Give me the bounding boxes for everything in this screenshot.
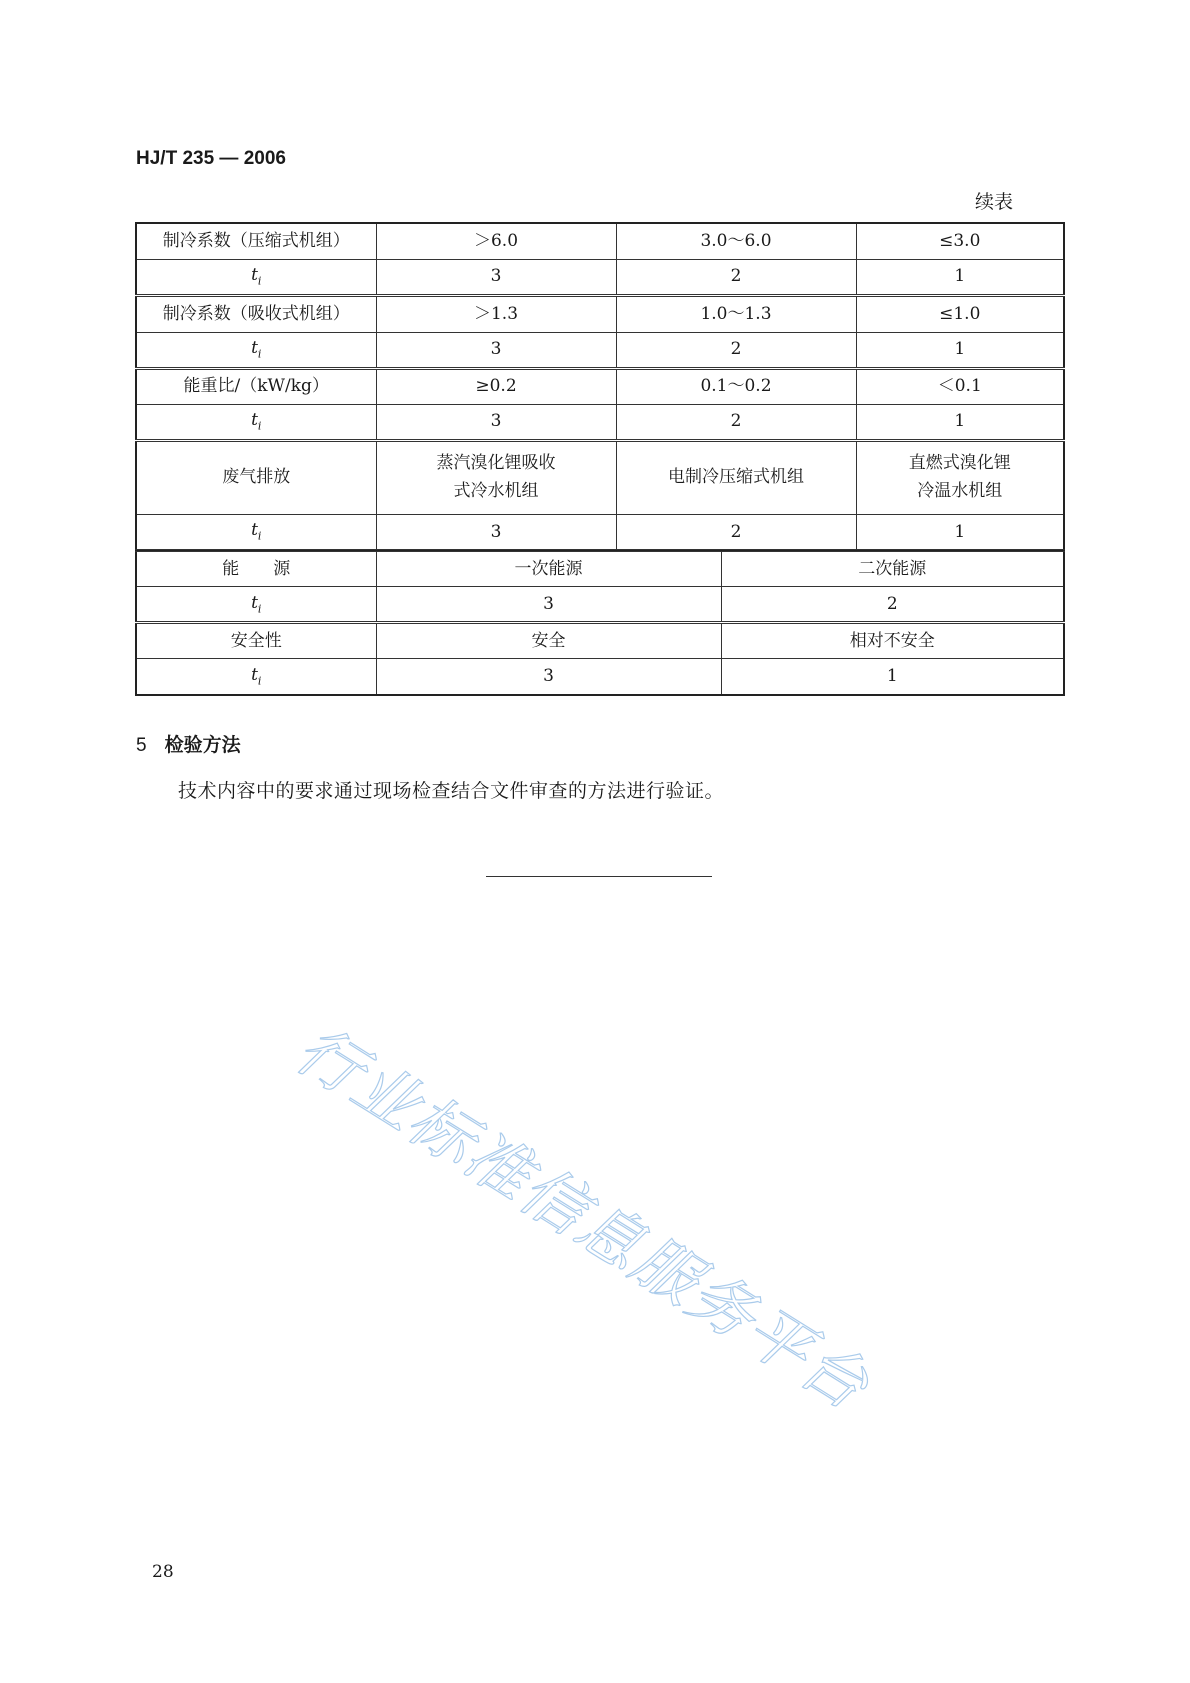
table-row (136, 623, 1064, 659)
row-label: $t_i$ (136, 259, 376, 295)
section-number: 5 (136, 735, 147, 756)
table-cell: ＜0.1 (856, 368, 1064, 404)
row-label: 废气排放 (136, 440, 376, 514)
table-row (136, 259, 1064, 295)
row-label: $t_i$ (136, 587, 376, 623)
section-title: 检验方法 (164, 735, 241, 756)
row-label: 能 源 (136, 551, 376, 587)
table-cell: 2 (721, 587, 1064, 623)
table-row (136, 368, 1064, 404)
row-label: 能重比/（kW/kg） (136, 368, 376, 404)
table-cell: 蒸汽溴化锂吸收 式冷水机组 (376, 440, 616, 514)
row-label: 制冷系数（吸收式机组） (136, 295, 376, 332)
table-cell: 2 (616, 514, 856, 550)
table-cell: ≤1.0 (856, 295, 1064, 332)
document-code: HJ/T 235 — 2006 (136, 148, 286, 169)
row-label: $t_i$ (136, 332, 376, 368)
table-cell: 安全 (376, 623, 721, 659)
table-row (136, 223, 1064, 259)
table-cell: 2 (616, 259, 856, 295)
section-heading (136, 730, 241, 757)
table-row (136, 514, 1064, 550)
table-cell: 1 (856, 404, 1064, 440)
table-cell: 二次能源 (721, 551, 1064, 587)
table-cell: 3 (376, 659, 721, 695)
table-cell: 3 (376, 259, 616, 295)
table-cell: ＞1.3 (376, 295, 616, 332)
table-row (136, 295, 1064, 332)
evaluation-table (135, 222, 1065, 551)
table-cell: 直燃式溴化锂 冷温水机组 (856, 440, 1064, 514)
table-row (136, 551, 1064, 587)
table-cell: 2 (616, 332, 856, 368)
table-row (136, 659, 1064, 695)
row-label: 安全性 (136, 623, 376, 659)
table-cell: ≥0.2 (376, 368, 616, 404)
body-paragraph: 技术内容中的要求通过现场检查结合文件审查的方法进行验证。 (178, 780, 725, 802)
table-cell: ≤3.0 (856, 223, 1064, 259)
row-label: $t_i$ (136, 659, 376, 695)
table-cell: 1.0～1.3 (616, 295, 856, 332)
table-cell: 电制冷压缩式机组 (616, 440, 856, 514)
end-rule (486, 876, 712, 877)
table-cell: 3 (376, 514, 616, 550)
table-row (136, 332, 1064, 368)
table-cell: 3 (376, 404, 616, 440)
table-row (136, 404, 1064, 440)
table-cell: 3.0～6.0 (616, 223, 856, 259)
table-continued-label: 续表 (975, 191, 1014, 213)
table-cell: 2 (616, 404, 856, 440)
row-label: $t_i$ (136, 404, 376, 440)
table-cell: 3 (376, 587, 721, 623)
evaluation-table-lower (135, 549, 1065, 696)
page-number: 28 (152, 1562, 174, 1582)
table-cell: 相对不安全 (721, 623, 1064, 659)
watermark: 行业标准信息服务平台 (282, 1012, 882, 1426)
row-label: 制冷系数（压缩式机组） (136, 223, 376, 259)
table-row (136, 440, 1064, 514)
table-cell: 1 (856, 332, 1064, 368)
table-cell: 1 (856, 514, 1064, 550)
table-cell: ＞6.0 (376, 223, 616, 259)
table-cell: 1 (721, 659, 1064, 695)
table-cell: 1 (856, 259, 1064, 295)
row-label: $t_i$ (136, 514, 376, 550)
table-cell: 3 (376, 332, 616, 368)
table-cell: 一次能源 (376, 551, 721, 587)
table-row (136, 587, 1064, 623)
table-cell: 0.1～0.2 (616, 368, 856, 404)
